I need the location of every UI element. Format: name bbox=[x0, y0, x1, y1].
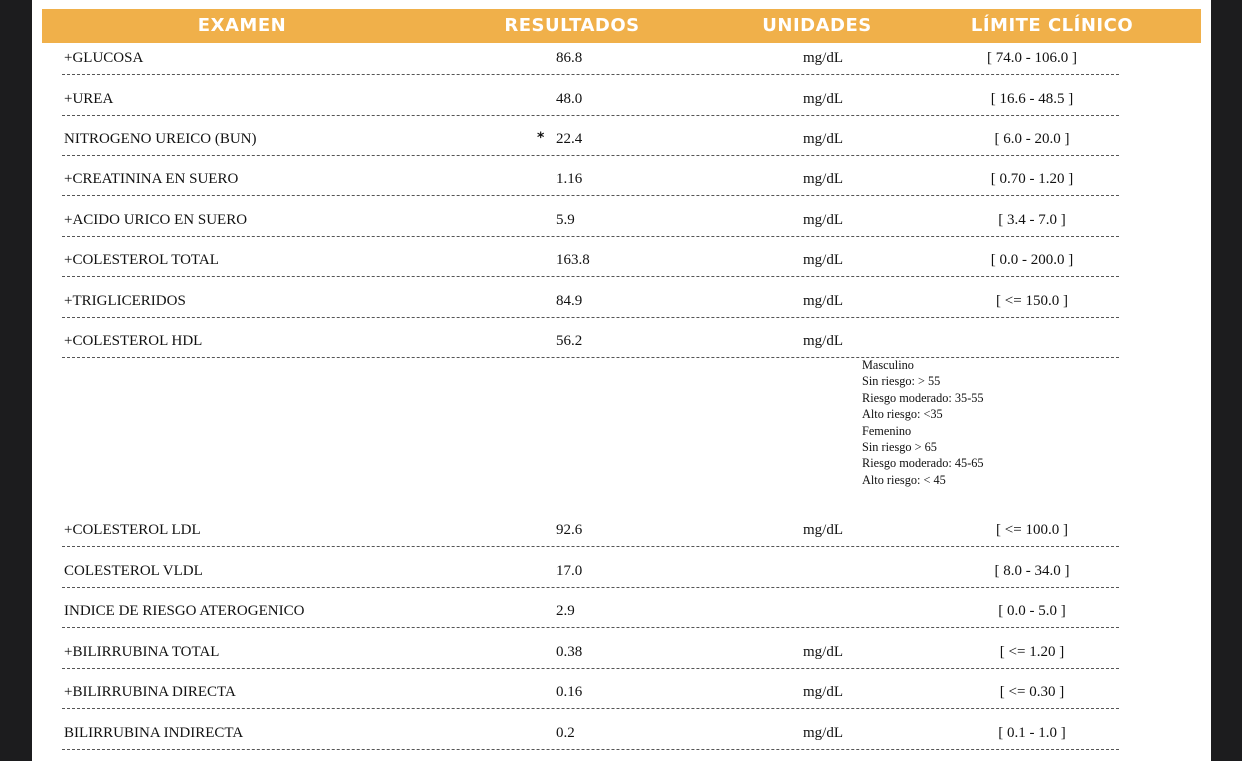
result-value: 163.8 bbox=[556, 252, 590, 268]
result-units: mg/dL bbox=[803, 522, 843, 538]
header-results: RESULTADOS bbox=[504, 15, 640, 36]
row-divider bbox=[62, 749, 1119, 750]
clinical-limit: [ <= 150.0 ] bbox=[996, 293, 1068, 309]
row-divider bbox=[62, 155, 1119, 156]
row-divider bbox=[62, 587, 1119, 588]
clinical-limit: [ <= 100.0 ] bbox=[996, 522, 1068, 538]
row-divider bbox=[62, 115, 1119, 116]
hdl-reference-line: Riesgo moderado: 45-65 bbox=[862, 456, 984, 471]
row-divider bbox=[62, 74, 1119, 75]
table-row bbox=[32, 246, 1211, 286]
table-row bbox=[32, 287, 1211, 327]
hdl-reference-note bbox=[862, 357, 984, 488]
exam-name: +GLUCOSA bbox=[64, 50, 144, 66]
clinical-limit: [ 0.70 - 1.20 ] bbox=[990, 171, 1074, 187]
clinical-limit: [ 3.4 - 7.0 ] bbox=[998, 212, 1066, 228]
row-divider bbox=[62, 195, 1119, 196]
lab-report-page bbox=[32, 0, 1211, 761]
clinical-limit: [ 6.0 - 20.0 ] bbox=[994, 131, 1070, 147]
table-row bbox=[32, 125, 1211, 165]
row-divider bbox=[62, 668, 1119, 669]
result-units: mg/dL bbox=[803, 171, 843, 187]
result-value: 0.2 bbox=[556, 725, 575, 741]
row-divider bbox=[62, 276, 1119, 277]
table-row bbox=[32, 85, 1211, 125]
result-units: mg/dL bbox=[803, 50, 843, 66]
table-row bbox=[32, 516, 1211, 556]
exam-name: +TRIGLICERIDOS bbox=[64, 293, 186, 309]
table-row bbox=[32, 557, 1211, 597]
table-row bbox=[32, 206, 1211, 246]
result-value: 0.16 bbox=[556, 684, 583, 700]
row-divider bbox=[62, 236, 1119, 237]
clinical-limit: [ <= 1.20 ] bbox=[999, 644, 1065, 660]
result-value: 2.9 bbox=[556, 603, 575, 619]
header-clinical-limit: LÍMITE CLÍNICO bbox=[970, 15, 1134, 36]
result-units: mg/dL bbox=[803, 91, 843, 107]
result-value: 22.4 bbox=[556, 131, 583, 147]
clinical-limit: [ 16.6 - 48.5 ] bbox=[990, 91, 1074, 107]
result-units: mg/dL bbox=[803, 684, 843, 700]
table-row bbox=[32, 597, 1211, 637]
result-value: 92.6 bbox=[556, 522, 583, 538]
exam-name: +COLESTEROL HDL bbox=[64, 333, 203, 349]
exam-name: NITROGENO UREICO (BUN) bbox=[64, 131, 257, 147]
clinical-limit: [ 74.0 - 106.0 ] bbox=[987, 50, 1077, 66]
result-value: 5.9 bbox=[556, 212, 575, 228]
result-units: mg/dL bbox=[803, 644, 843, 660]
table-row bbox=[32, 327, 1211, 367]
clinical-limit: [ 0.1 - 1.0 ] bbox=[998, 725, 1066, 741]
table-header bbox=[42, 9, 1201, 43]
clinical-limit: [ <= 0.30 ] bbox=[999, 684, 1065, 700]
hdl-reference-line: Alto riesgo: <35 bbox=[862, 407, 943, 422]
header-exam: EXAMEN bbox=[197, 15, 287, 36]
result-value: 56.2 bbox=[556, 333, 583, 349]
clinical-limit: [ 0.0 - 200.0 ] bbox=[990, 252, 1074, 268]
header-units: UNIDADES bbox=[762, 15, 872, 36]
row-divider bbox=[62, 708, 1119, 709]
exam-name: BILIRRUBINA INDIRECTA bbox=[64, 725, 244, 741]
result-value: 17.0 bbox=[556, 563, 583, 579]
result-units: mg/dL bbox=[803, 212, 843, 228]
hdl-reference-line: Sin riesgo: > 55 bbox=[862, 374, 941, 389]
result-units: mg/dL bbox=[803, 333, 843, 349]
table-row bbox=[32, 44, 1211, 84]
table-row bbox=[32, 638, 1211, 678]
result-value: 0.38 bbox=[556, 644, 583, 660]
exam-name: COLESTEROL VLDL bbox=[64, 563, 203, 579]
table-row bbox=[32, 719, 1211, 759]
exam-name: +BILIRRUBINA DIRECTA bbox=[64, 684, 236, 700]
hdl-reference-line: Alto riesgo: < 45 bbox=[862, 472, 946, 487]
exam-name: +BILIRRUBINA TOTAL bbox=[64, 644, 220, 660]
exam-name: +COLESTEROL LDL bbox=[64, 522, 201, 538]
exam-name: +COLESTEROL TOTAL bbox=[64, 252, 219, 268]
result-units: mg/dL bbox=[803, 293, 843, 309]
result-units: mg/dL bbox=[803, 725, 843, 741]
row-divider bbox=[62, 546, 1119, 547]
result-value: 48.0 bbox=[556, 91, 583, 107]
table-row bbox=[32, 165, 1211, 205]
exam-name: +ACIDO URICO EN SUERO bbox=[64, 212, 248, 228]
table-row bbox=[32, 678, 1211, 718]
hdl-reference-line: Femenino bbox=[862, 423, 912, 438]
abnormal-flag: * bbox=[537, 130, 545, 146]
exam-name: INDICE DE RIESGO ATEROGENICO bbox=[64, 603, 305, 619]
exam-name: +CREATININA EN SUERO bbox=[64, 171, 239, 187]
result-value: 1.16 bbox=[556, 171, 583, 187]
hdl-reference-line: Masculino bbox=[862, 358, 914, 372]
row-divider bbox=[62, 627, 1119, 628]
result-units: mg/dL bbox=[803, 131, 843, 147]
clinical-limit: [ 0.0 - 5.0 ] bbox=[998, 603, 1066, 619]
clinical-limit: [ 8.0 - 34.0 ] bbox=[994, 563, 1070, 579]
exam-name: +UREA bbox=[64, 91, 114, 107]
result-units: mg/dL bbox=[803, 252, 843, 268]
result-value: 86.8 bbox=[556, 50, 583, 66]
row-divider bbox=[62, 317, 1119, 318]
result-value: 84.9 bbox=[556, 293, 583, 309]
hdl-reference-line: Riesgo moderado: 35-55 bbox=[862, 390, 984, 405]
hdl-reference-line: Sin riesgo > 65 bbox=[862, 440, 937, 455]
